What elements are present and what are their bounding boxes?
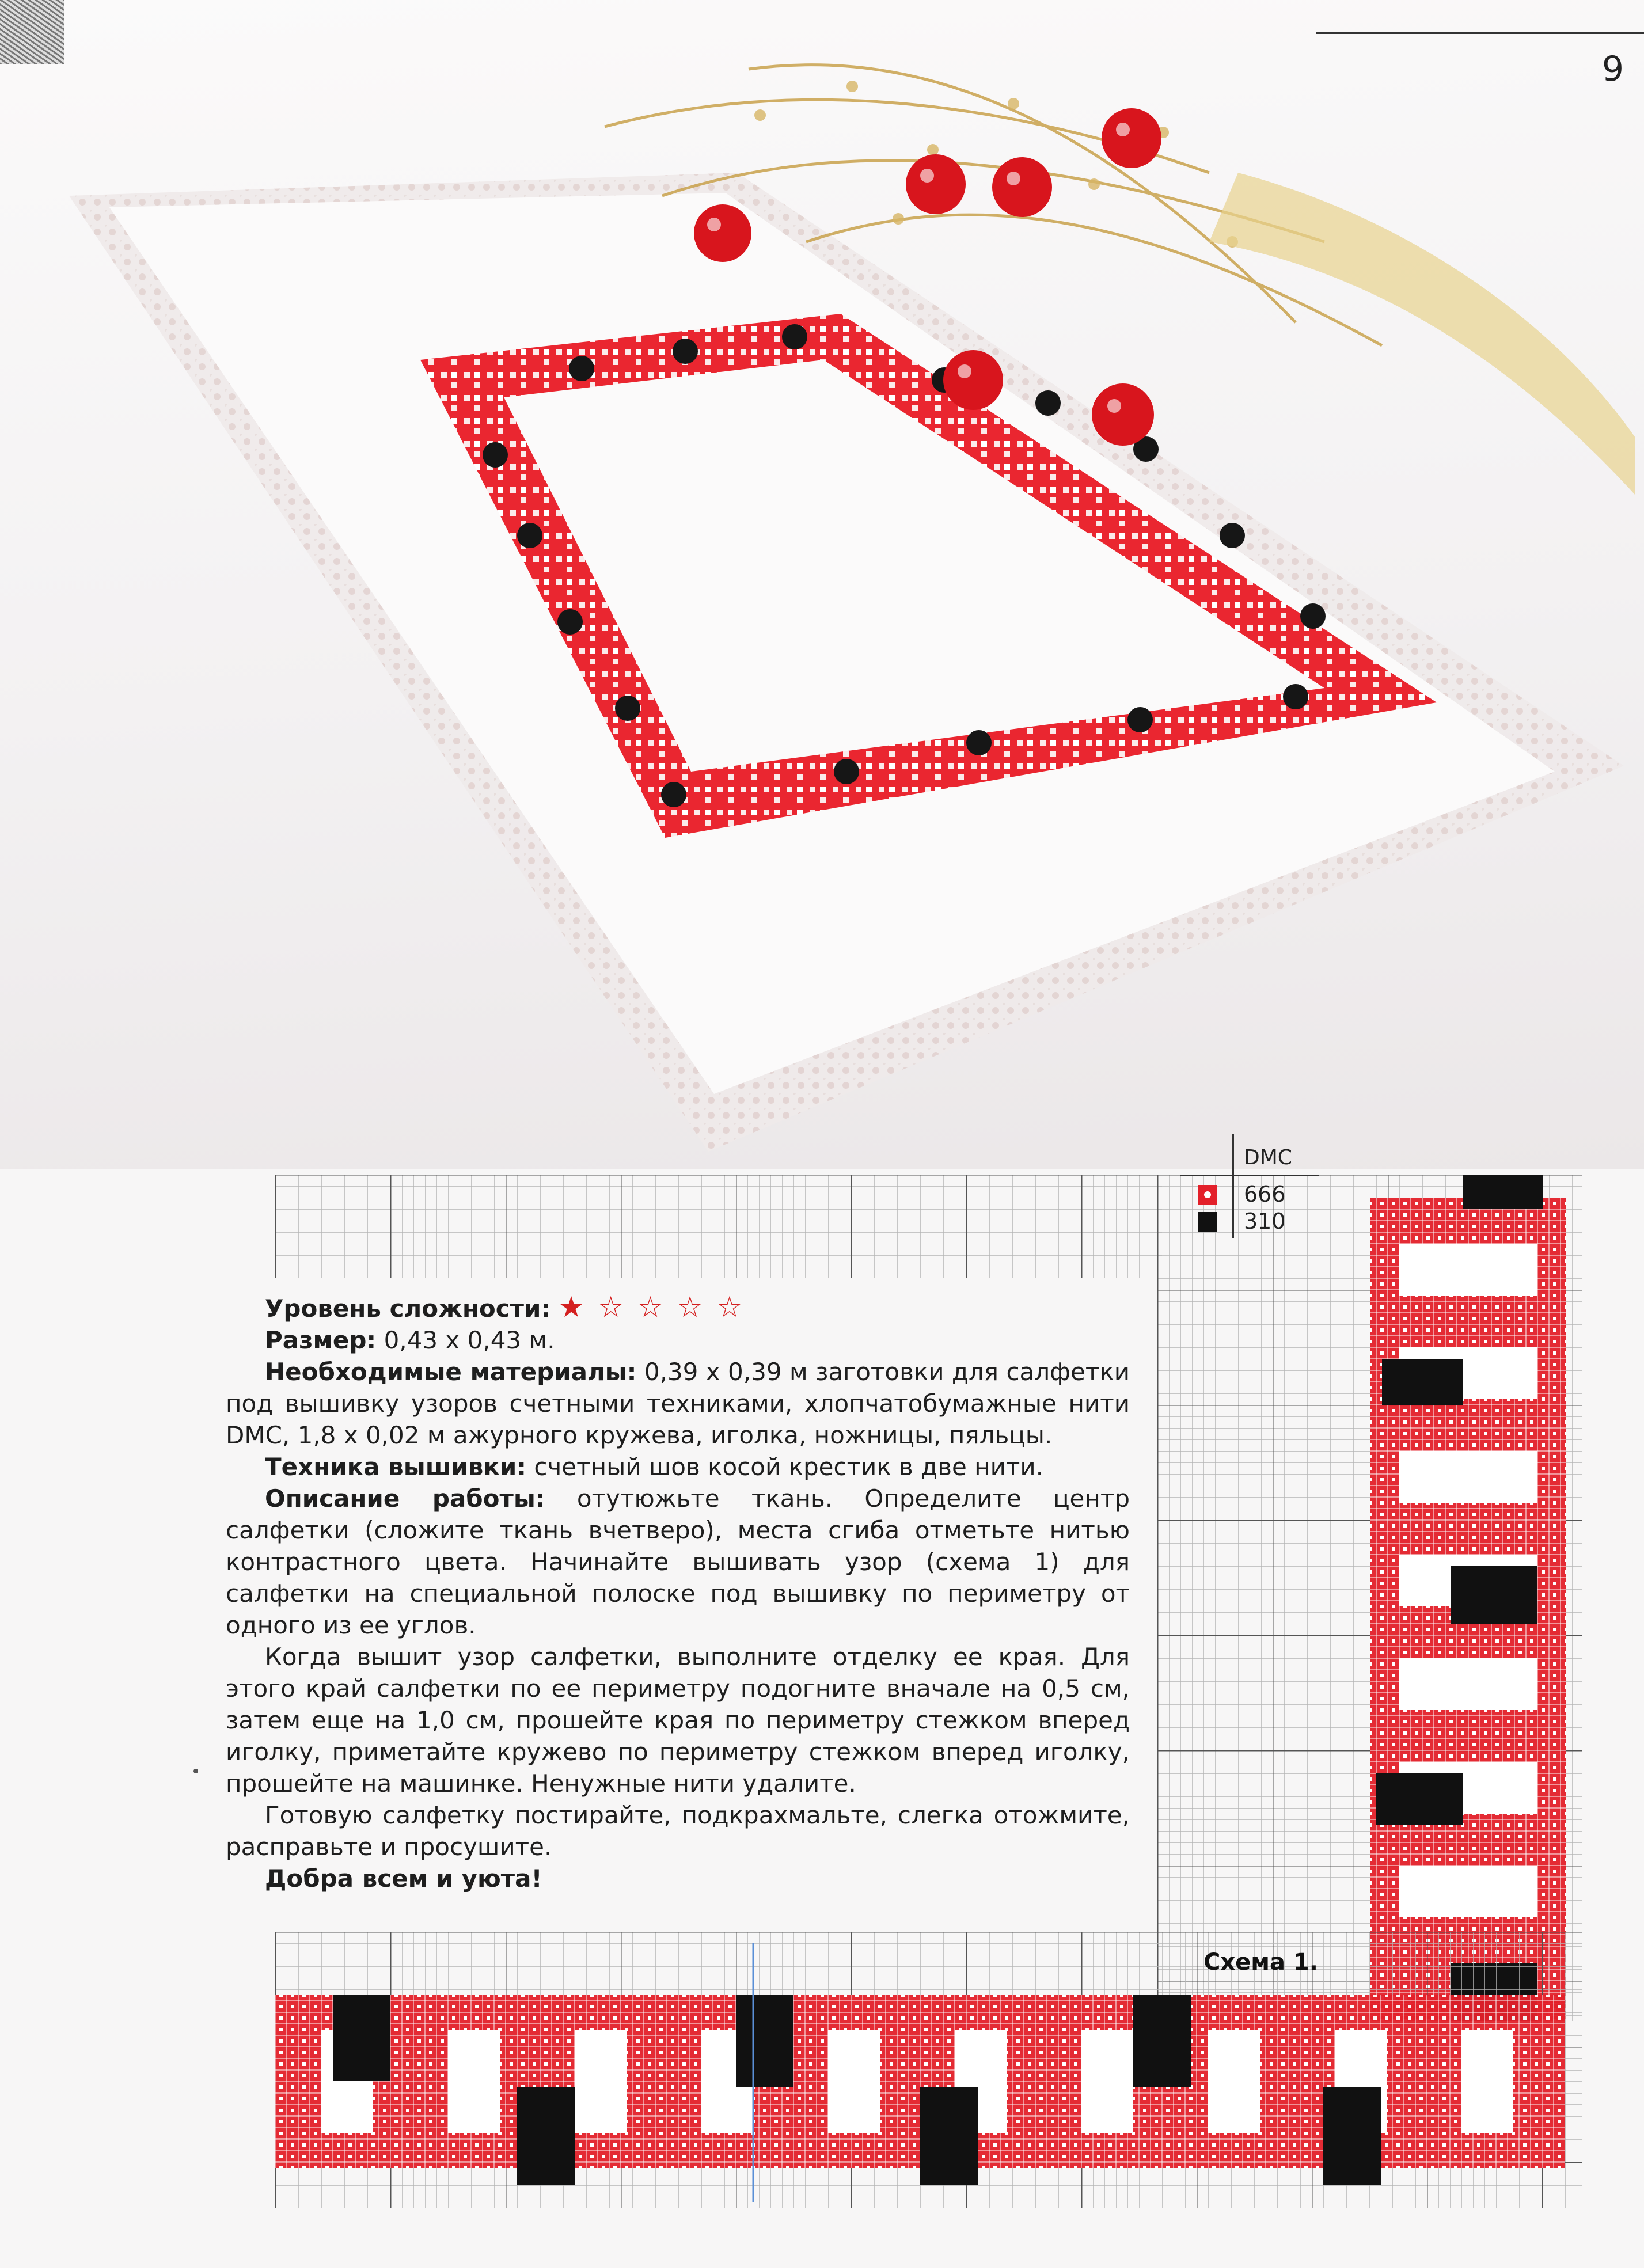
description-value: отутюжьте ткань. Определите центр салфетки (сложите ткань вчетверо), места сгиба отметьте нитью контрастного цвета. Начинайте вышивать узор (схема 1) для салфетки на специальной полоске под вышивку по периметру от одного из ее углов. [226,1484,1130,1639]
black-square-icon [1198,1212,1217,1232]
materials-line [226,1356,1130,1451]
legend-code-310: 310 [1244,1209,1286,1234]
legend-divider-vertical [1232,1134,1234,1238]
margin-dot [193,1769,198,1773]
thread-legend [1180,1134,1353,1238]
red-square-dot-icon [1198,1185,1217,1205]
magazine-corner-thumbnail [0,0,64,64]
description-line [226,1483,1130,1641]
page-number: 9 [1601,49,1624,89]
vertical-border-pattern [1370,1175,1566,2021]
technique-line [226,1451,1130,1483]
legend-code-666: 666 [1244,1182,1286,1207]
technique-value: счетный шов косой крестик в две нити. [526,1453,1044,1481]
scheme-title: Схема 1. [1203,1949,1318,1976]
header-rule [1316,32,1644,34]
difficulty-label: Уровень сложности: [265,1294,551,1323]
difficulty-stars-icon: ★ ☆ ☆ ☆ ☆ [558,1290,745,1324]
technique-label: Техника вышивки: [265,1453,527,1481]
instructions-text [226,1291,1130,1894]
horizontal-border-pattern [275,1995,1565,2185]
chart-grid-bottom [275,1932,1582,2208]
materials-value: 0,39 х 0,39 м заготовки для салфетки под вышивку узоров счетными техниками, хлопчатобумажные нити DMC, 1,8 х 0,02 м ажурного кружева, иголка, ножницы, пяльцы. [226,1358,1130,1449]
chart-grid-top [275,1175,1162,1278]
size-line [226,1324,1130,1356]
chart-grid-right [1157,1175,1582,2021]
materials-label: Необходимые материалы: [265,1358,637,1386]
finishing-paragraph: Когда вышит узор салфетки, выполните отделку ее края. Для этого край салфетки по ее периметру подогните вначале на 0,5 см, затем еще на 1,0 см, прошейте края по периметру стежком вперед иголку, приметайте кружево по периметру стежком вперед иголку, прошейте на машинке. Ненужные нити удалите. [226,1643,1130,1798]
care-paragraph: Готовую салфетку постирайте, подкрахмальте, слегка отожмите, расправьте и просушите. [226,1801,1130,1861]
legend-header: DMC [1244,1146,1292,1169]
description-label: Описание работы: [265,1484,545,1513]
size-label: Размер: [265,1326,377,1354]
size-value: 0,43 х 0,43 м. [376,1326,555,1354]
difficulty-line [226,1291,1130,1324]
legend-divider-horizontal [1180,1175,1319,1176]
closing-line: Добра всем и уюта! [265,1864,542,1893]
